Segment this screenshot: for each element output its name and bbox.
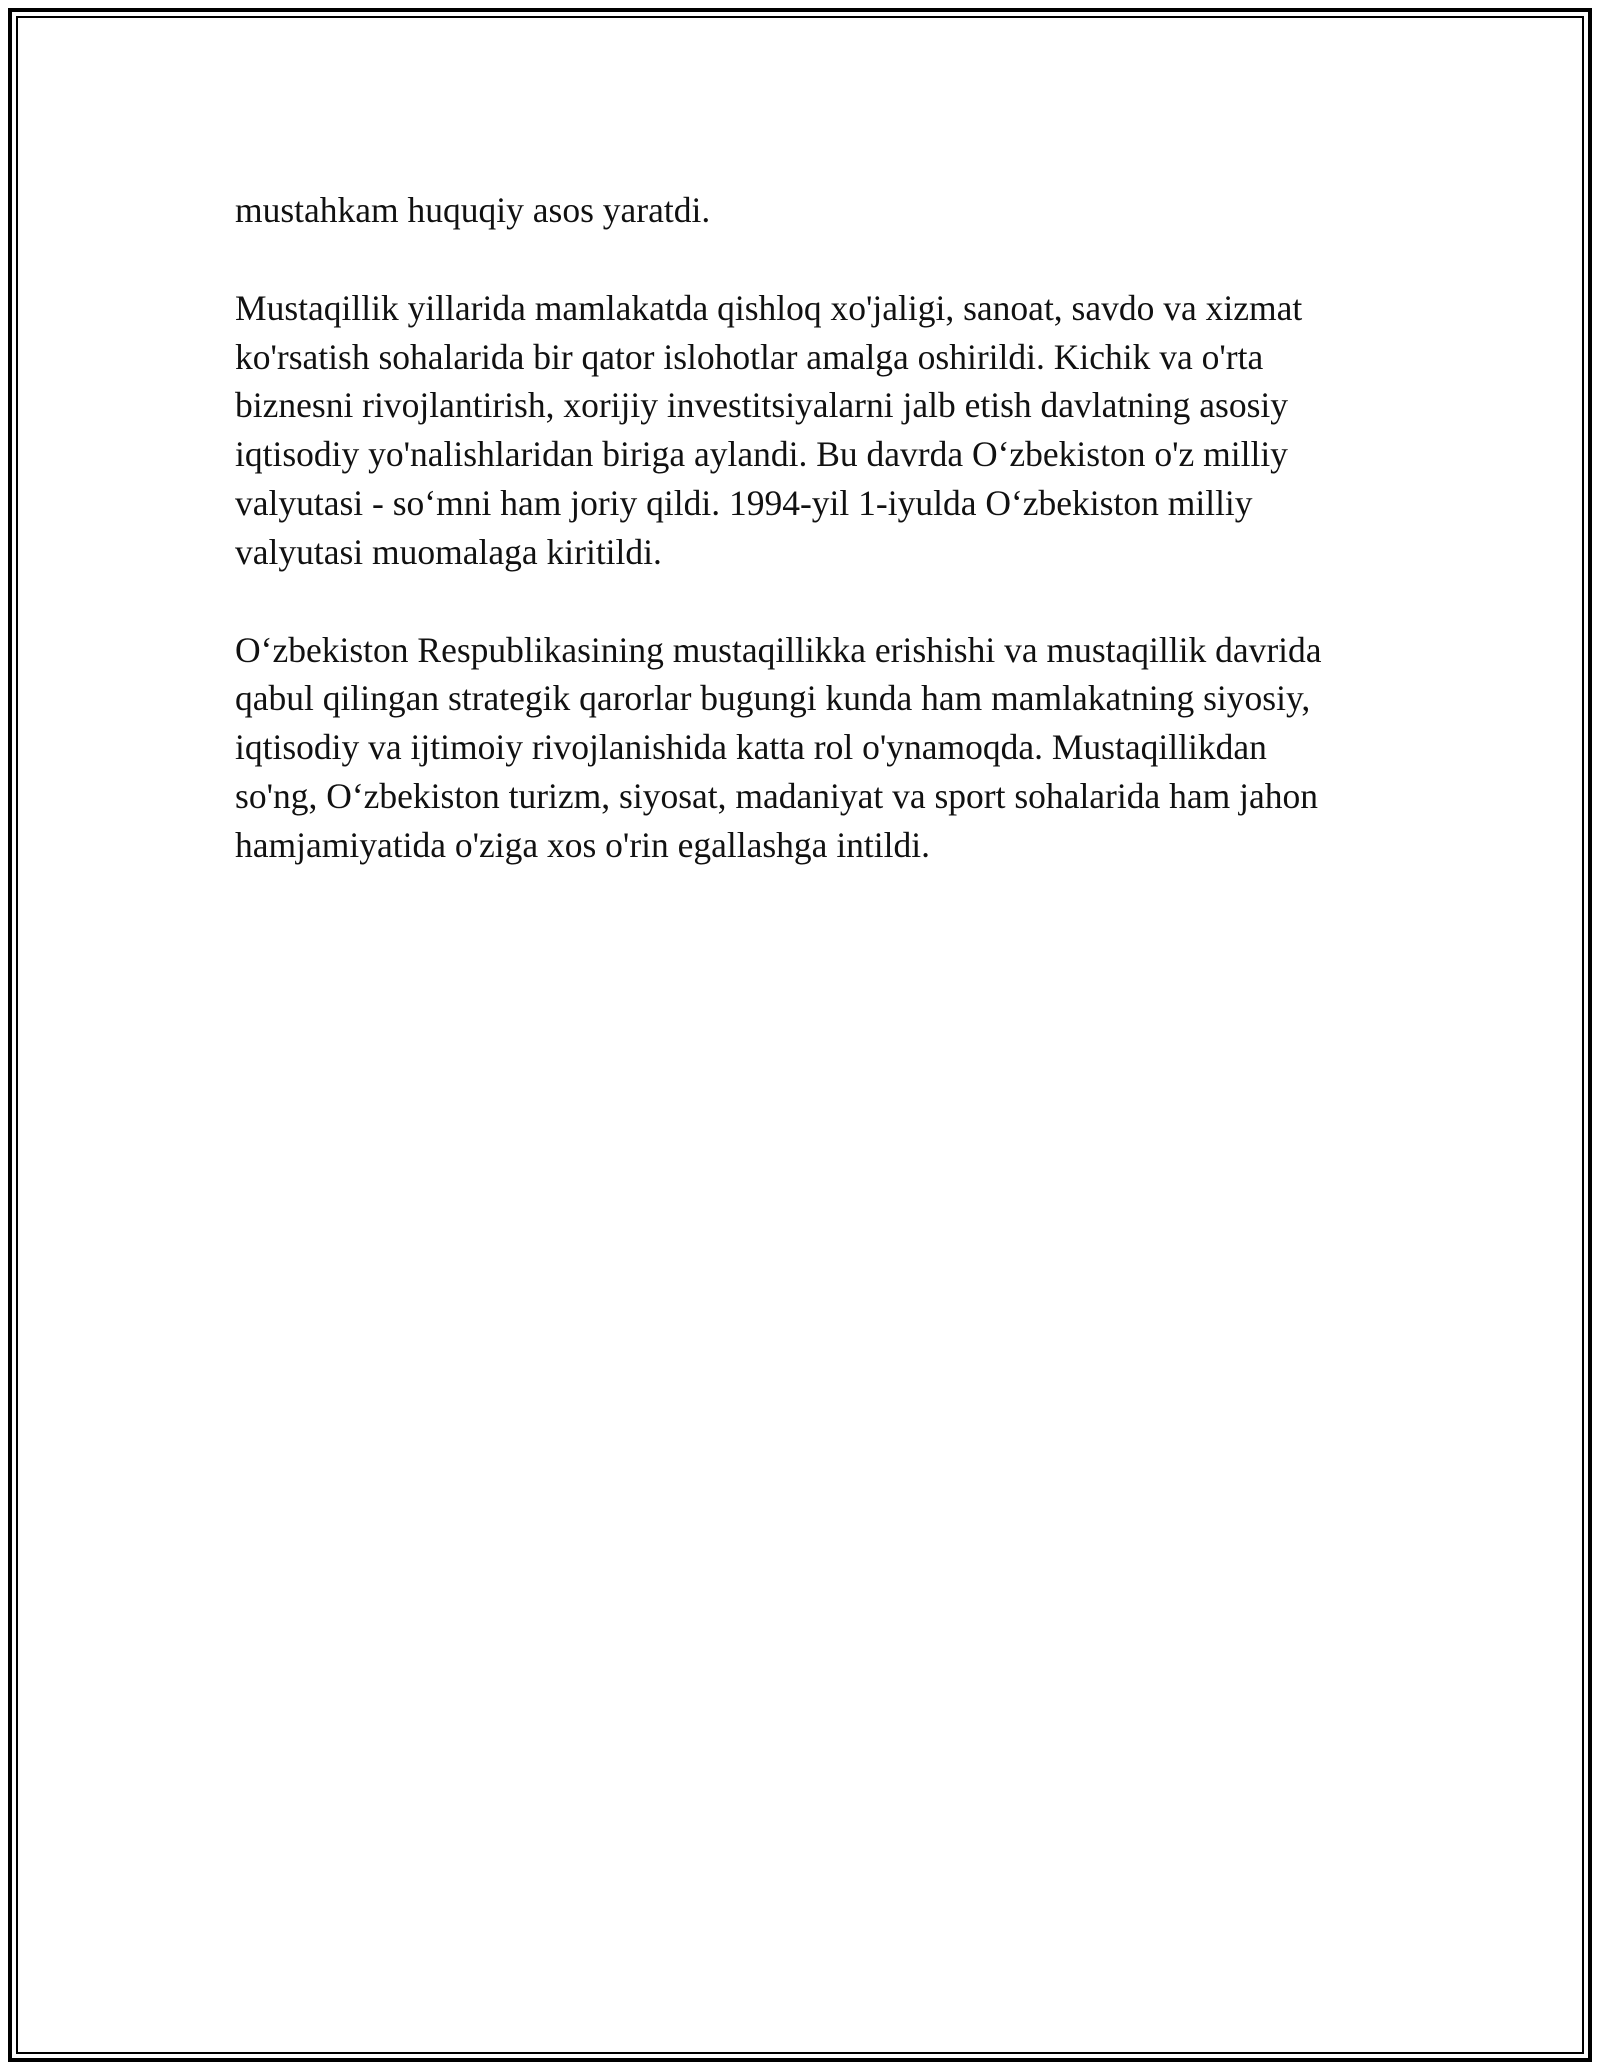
document-body [235,186,1375,919]
paragraph-3: O‘zbekiston Respublikasining mustaqillikka erishishi va mustaqillik davrida qabul qilingan strategik qarorlar bugungi kunda ham mamlakatning siyosiy, iqtisodiy va ijtimoiy rivojlanishida katta rol o'ynamoqda. Mustaqillikdan so'ng, O‘zbekiston turizm, siyosat, madaniyat va sport sohalarida ham jahon hamjamiyatida o'ziga xos o'rin egallashga intildi. [235,629,1322,865]
paragraph-2: Mustaqillik yillarida mamlakatda qishloq xo'jaligi, sanoat, savdo va xizmat ko'rsatish sohalarida bir qator islohotlar amalga oshirildi. Kichik va o'rta biznesni rivojlantirish, xorijiy investitsiyalarni jalb etish davlatning asosiy iqtisodiy yo'nalishlaridan biriga aylandi. Bu davrda O‘zbekiston o'z milliy valyutasi - so‘mni ham joriy qildi. 1994-yil 1-iyulda O‘zbekiston milliy valyutasi muomalaga kiritildi. [235,287,1303,572]
paragraph-1: mustahkam huquqiy asos yaratdi. [235,190,711,230]
